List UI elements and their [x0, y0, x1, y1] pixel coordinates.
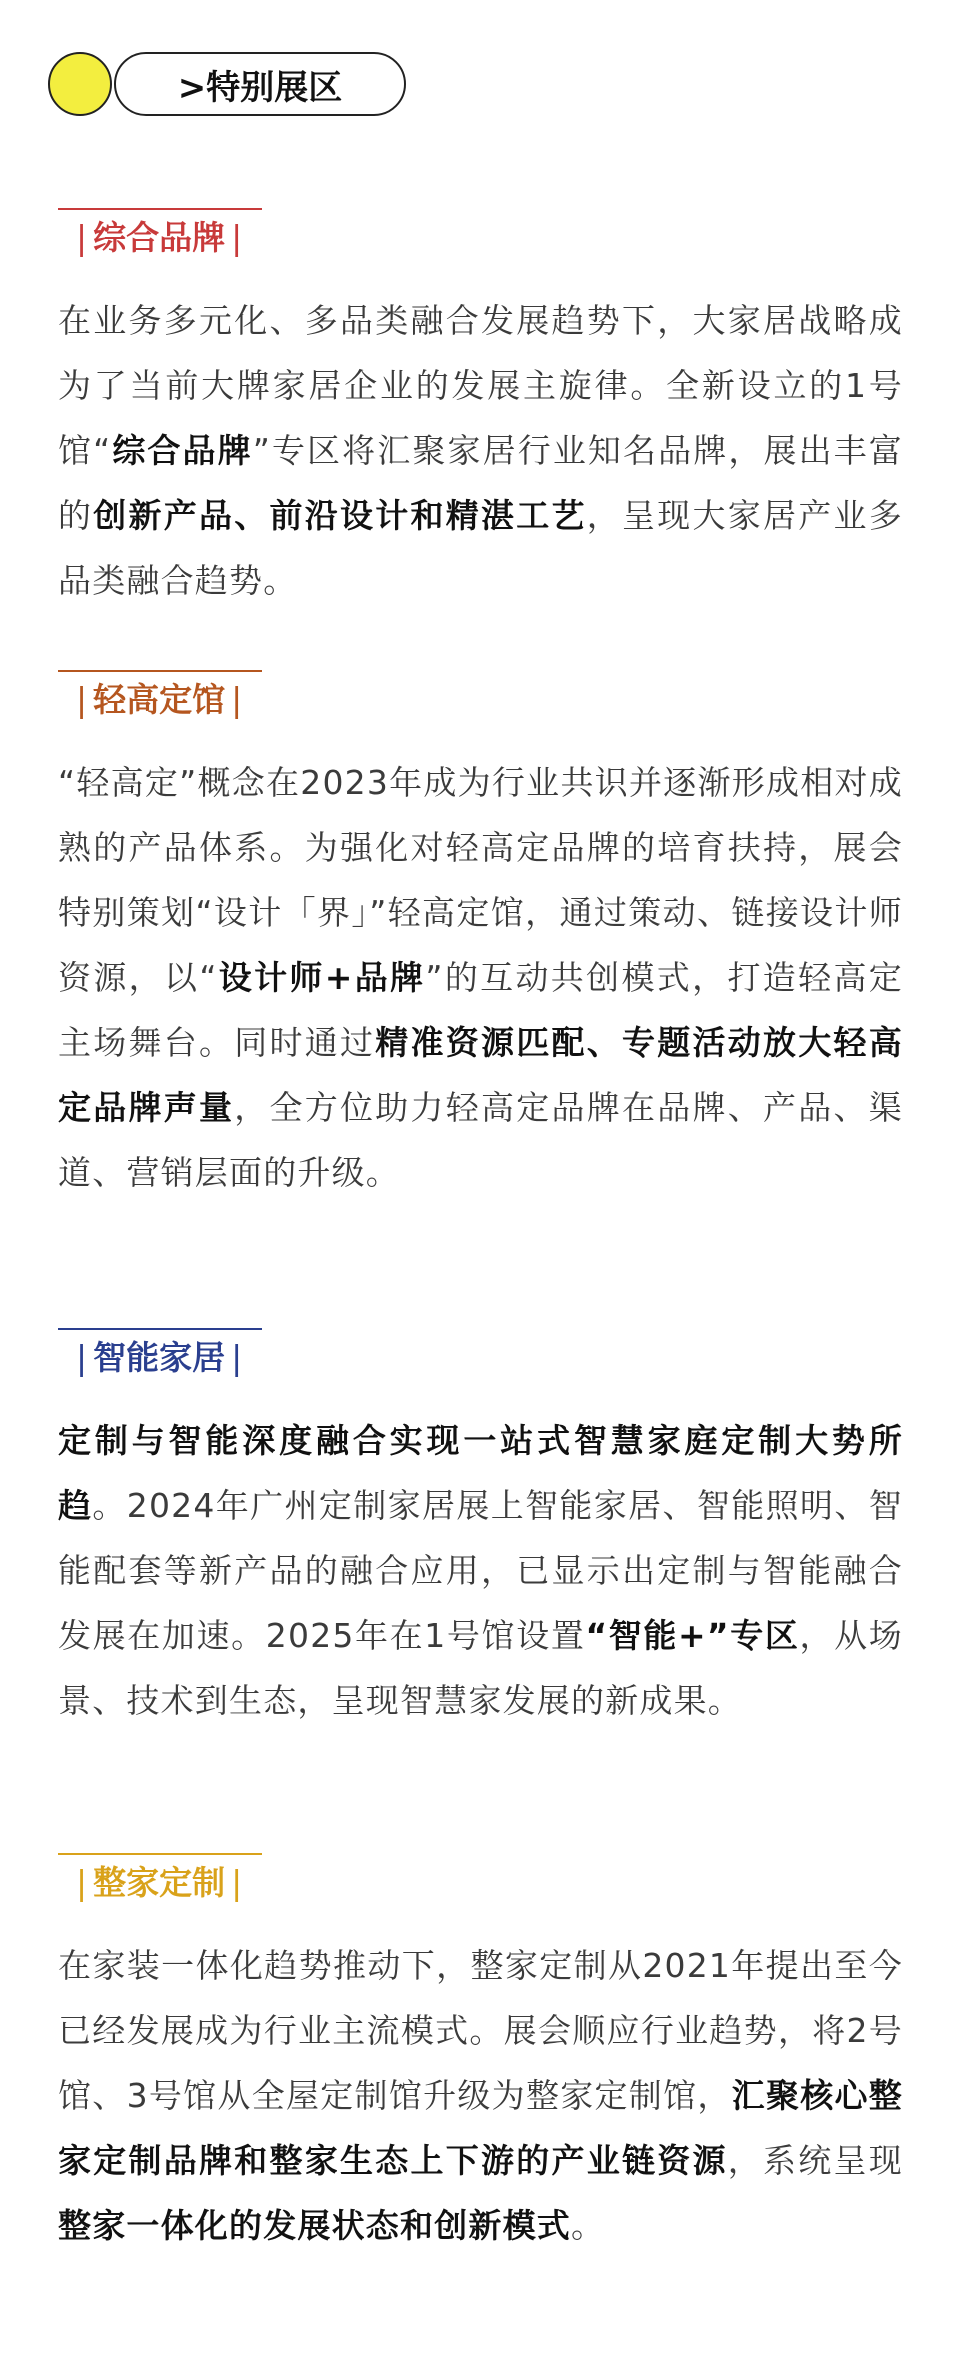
tag-bar-left: |	[76, 1338, 88, 1377]
tag-bar-left: |	[76, 218, 88, 257]
text-segment: ，系统呈现	[727, 2140, 903, 2180]
section-comprehensive-brands	[58, 208, 903, 613]
bold-text-segment: “智能+”专区	[585, 1615, 800, 1655]
bold-text-segment: 综合品牌	[111, 430, 253, 470]
section-smart-home	[58, 1328, 903, 1733]
text-segment: ，全方位助力轻高定品牌在品牌、产品、渠道、营销层面的升级。	[58, 1087, 903, 1192]
section-paragraph	[58, 288, 903, 613]
text-segment: ，呈现大家居产业多品类融合趋势。	[58, 495, 903, 600]
tag-bar-right: |	[231, 680, 243, 719]
header-title: >特别展区	[177, 67, 343, 108]
bold-text-segment: 精准资源匹配、专题活动放大轻高定品牌声量	[58, 1022, 903, 1127]
tag-label: 轻高定馆	[93, 680, 226, 719]
section-header	[48, 52, 408, 118]
tag-bar-left: |	[76, 1863, 88, 1902]
section-paragraph	[58, 1408, 903, 1733]
tag-label: 综合品牌	[93, 218, 226, 257]
bold-text-segment: 汇聚核心整家定制品牌和整家生态上下游的产业链资源	[58, 2075, 904, 2180]
section-whole-home-custom	[58, 1853, 903, 2258]
tag-label: 智能家居	[93, 1338, 226, 1377]
header-pill	[114, 52, 406, 116]
text-segment: ”的互动共创模式，打造轻高定主场舞台。同时通过	[58, 957, 903, 1062]
section-light-custom-hall	[58, 670, 903, 1205]
text-segment: ，从场景、技术到生态，呈现智慧家发展的新成果。	[58, 1615, 903, 1720]
section-paragraph	[58, 1933, 903, 2258]
tag-bar-right: |	[231, 1338, 243, 1377]
bold-text-segment: 整家一体化的发展状态和创新模式	[58, 2205, 571, 2245]
tag-bar-left: |	[76, 680, 88, 719]
text-segment: “轻高定”概念在2023年成为行业共识并逐渐形成相对成熟的产品体系。为强化对轻高定品牌的培育扶持，展会特别策划“设计「界」”轻高定馆，通过策动、链接设计师资源，以“	[58, 762, 903, 997]
text-segment: 。2024年广州定制家居展上智能家居、智能照明、智能配套等新产品的融合应用，已显示出定制与智能融合发展在加速。2025年在1号馆设置	[58, 1485, 903, 1655]
text-segment: 在家装一体化趋势推动下，整家定制从2021年提出至今已经发展成为行业主流模式。展会顺应行业趋势，将2号馆、3号馆从全屋定制馆升级为整家定制馆，	[58, 1945, 903, 2115]
tag-bar-right: |	[231, 218, 243, 257]
section-tag	[58, 1328, 262, 1390]
section-tag	[58, 208, 262, 270]
section-paragraph	[58, 750, 903, 1205]
text-segment: ”专区将汇聚家居行业知名品牌，展出丰富的	[58, 430, 903, 535]
text-segment: 。	[571, 2205, 606, 2245]
text-segment: 在业务多元化、多品类融合发展趋势下，大家居战略成为了当前大牌家居企业的发展主旋律。全新设立的1号馆“	[58, 300, 903, 470]
section-tag	[58, 1853, 262, 1915]
section-tag	[58, 670, 262, 732]
bold-text-segment: 创新产品、前沿设计和精湛工艺	[93, 495, 587, 535]
bold-text-segment: 设计师+品牌	[217, 957, 426, 997]
tag-label: 整家定制	[93, 1863, 226, 1902]
bold-text-segment: 定制与智能深度融合实现一站式智慧家庭定制大势所趋	[58, 1420, 903, 1525]
yellow-dot-icon	[48, 52, 112, 116]
tag-bar-right: |	[231, 1863, 243, 1902]
